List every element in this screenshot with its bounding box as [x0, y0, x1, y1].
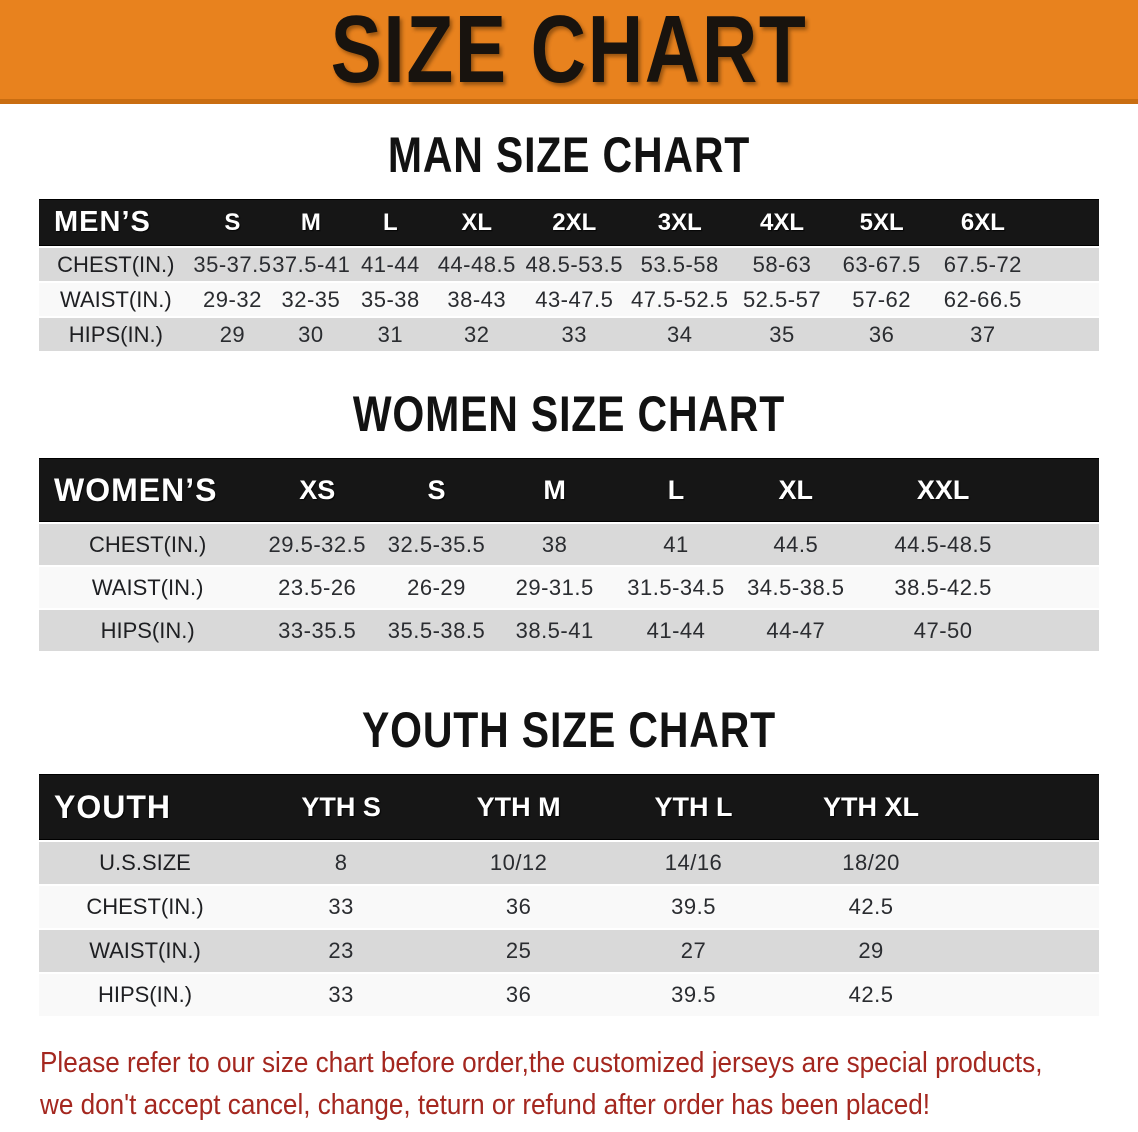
women-size-table	[39, 459, 1099, 651]
cell: 44-48.5	[437, 251, 516, 277]
column-header: 6XL	[960, 208, 1005, 236]
cell: 63-67.5	[842, 251, 921, 277]
row-label: CHEST(IN.)	[57, 251, 175, 277]
column-header: YTH M	[476, 791, 561, 822]
cell: 30	[298, 321, 324, 347]
cell: 67.5-72	[943, 251, 1022, 277]
cell: 33	[328, 894, 354, 919]
youth-table-header-label: YOUTH	[54, 788, 171, 825]
cell: 58-63	[752, 251, 812, 277]
men-table-header-label: MEN’S	[54, 206, 151, 238]
cell: 39.5	[671, 982, 716, 1007]
youth-section-title: YOUTH SIZE CHART	[361, 702, 777, 758]
cell: 36	[505, 982, 532, 1007]
cell: 32-35	[281, 286, 341, 312]
cell: 29	[219, 321, 246, 347]
column-header: L	[667, 474, 685, 505]
column-header: M	[543, 474, 566, 505]
cell: 39.5	[671, 894, 716, 919]
men-table-header-row	[39, 200, 1099, 245]
cell: 33-35.5	[278, 617, 357, 643]
cell: 27	[680, 938, 707, 963]
men-size-table	[39, 200, 1099, 351]
table-row	[39, 524, 1099, 565]
row-label: CHEST(IN.)	[88, 531, 207, 557]
table-row	[39, 974, 1099, 1016]
cell: 37	[970, 321, 996, 347]
youth-table-header-row	[39, 775, 1099, 839]
cell: 29.5-32.5	[268, 531, 366, 557]
table-row	[39, 930, 1099, 972]
cell: 48.5-53.5	[525, 251, 623, 277]
cell: 41	[663, 531, 689, 557]
table-row	[39, 248, 1099, 281]
cell: 23	[328, 938, 354, 963]
cell: 42.5	[848, 982, 894, 1007]
cell: 38-43	[447, 286, 507, 312]
table-row	[39, 283, 1099, 316]
cell: 52.5-57	[742, 286, 822, 312]
row-label: HIPS(IN.)	[68, 321, 163, 347]
table-row	[39, 610, 1099, 651]
row-label: CHEST(IN.)	[86, 894, 204, 919]
cell: 41-44	[646, 617, 706, 643]
cell: 62-66.5	[943, 286, 1022, 312]
cell: 44-47	[766, 617, 826, 643]
youth-size-table	[39, 775, 1099, 1016]
row-label: U.S.SIZE	[99, 850, 191, 875]
row-label: HIPS(IN.)	[97, 982, 193, 1007]
cell: 29-31.5	[515, 574, 594, 600]
cell: 35.5-38.5	[387, 617, 486, 643]
women-table-header-row	[39, 459, 1099, 521]
table-row	[39, 318, 1099, 351]
cell: 33	[328, 982, 354, 1007]
cell: 32	[464, 321, 490, 347]
cell: 47.5-52.5	[630, 286, 729, 312]
cell: 43-47.5	[535, 286, 614, 312]
footer-line-1: Please refer to our size chart before order,the customized jerseys are special products,	[40, 1047, 1043, 1079]
column-header: 3XL	[657, 208, 702, 236]
cell: 31	[377, 321, 404, 347]
table-row	[39, 842, 1099, 884]
row-label: WAIST(IN.)	[60, 286, 172, 312]
column-header: S	[224, 208, 241, 236]
cell: 34.5-38.5	[747, 574, 845, 600]
cell: 44.5	[773, 531, 819, 557]
column-header: L	[383, 208, 398, 236]
cell: 10/12	[489, 850, 548, 875]
column-header: YTH L	[654, 791, 733, 822]
men-section-title: MAN SIZE CHART	[387, 127, 751, 183]
column-header: S	[427, 474, 446, 505]
row-label: HIPS(IN.)	[100, 617, 195, 643]
cell: 35-37.5	[193, 251, 272, 277]
column-header: YTH S	[301, 791, 381, 822]
cell: 31.5-34.5	[627, 574, 725, 600]
banner	[0, 0, 1138, 104]
cell: 36	[868, 321, 895, 347]
cell: 38.5-41	[515, 617, 594, 643]
cell: 8	[334, 850, 348, 875]
banner-title: SIZE CHART	[330, 0, 808, 103]
cell: 38	[541, 531, 568, 557]
cell: 18/20	[842, 850, 900, 875]
cell: 53.5-58	[640, 251, 719, 277]
column-header: XL	[778, 474, 814, 505]
cell: 36	[505, 894, 532, 919]
column-header: M	[300, 208, 321, 236]
cell: 41-44	[360, 251, 420, 277]
cell: 33	[561, 321, 587, 347]
column-header: XL	[461, 208, 493, 236]
cell: 25	[505, 938, 532, 963]
table-row	[39, 567, 1099, 608]
cell: 37.5-41	[272, 251, 351, 277]
column-header: 4XL	[760, 208, 805, 236]
cell: 38.5-42.5	[894, 574, 992, 600]
column-header: YTH XL	[823, 791, 920, 822]
cell: 29	[858, 938, 884, 963]
column-header: 2XL	[552, 208, 597, 236]
cell: 29-32	[203, 286, 262, 312]
column-header: XS	[299, 474, 336, 505]
row-label: WAIST(IN.)	[91, 574, 204, 600]
women-section-title: WOMEN SIZE CHART	[352, 386, 786, 442]
cell: 57-62	[852, 286, 912, 312]
cell: 35	[769, 321, 795, 347]
cell: 32.5-35.5	[387, 531, 486, 557]
cell: 47-50	[913, 617, 973, 643]
cell: 14/16	[664, 850, 723, 875]
women-table-header-label: WOMEN’S	[54, 471, 218, 508]
cell: 44.5-48.5	[894, 531, 992, 557]
table-row	[39, 886, 1099, 928]
column-header: XXL	[916, 474, 970, 505]
column-header: 5XL	[859, 208, 904, 236]
cell: 23.5-26	[278, 574, 357, 600]
row-label: WAIST(IN.)	[89, 938, 201, 963]
cell: 34	[666, 321, 693, 347]
footer-note	[40, 1042, 1138, 1126]
cell: 26-29	[407, 574, 466, 600]
cell: 42.5	[848, 894, 894, 919]
footer-line-2: we don't accept cancel, change, teturn or refund after order has been placed!	[40, 1089, 931, 1121]
cell: 35-38	[360, 286, 420, 312]
